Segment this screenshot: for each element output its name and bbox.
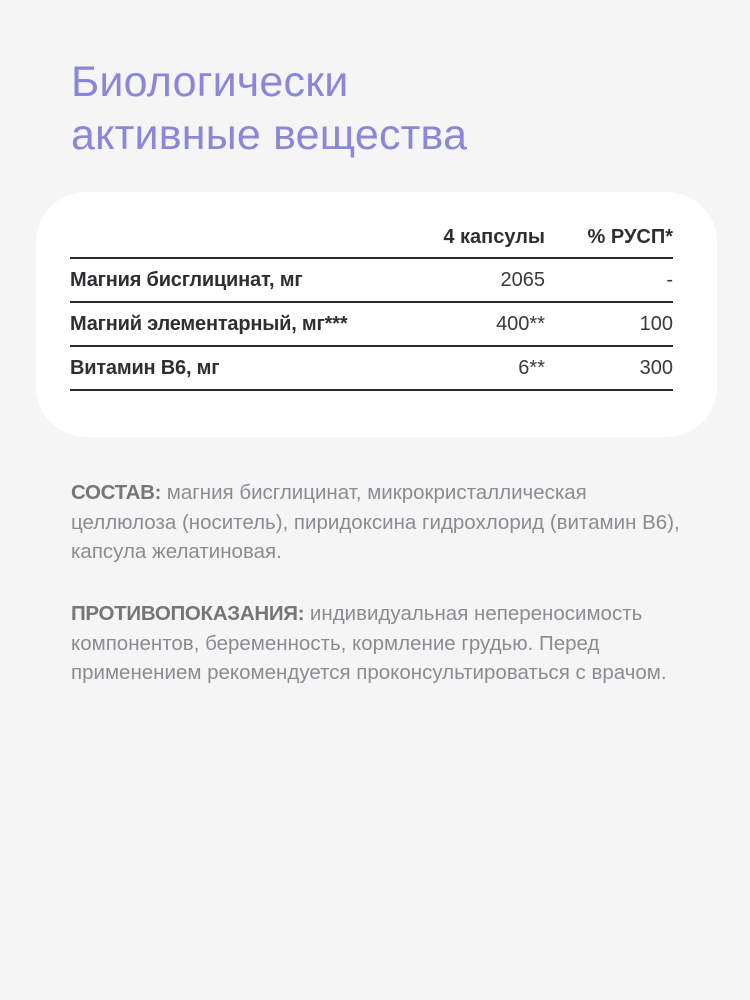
header-name [70, 218, 420, 258]
row-name: Магний элементарный, мг*** [70, 302, 420, 346]
row-capsules-value: 6** [420, 346, 545, 390]
composition-section [71, 478, 691, 567]
row-rusp-value: 100 [545, 302, 673, 346]
page-title-line-2: активные вещества [71, 111, 468, 159]
table-row [70, 258, 673, 302]
nutrients-card [36, 192, 717, 437]
page-title [71, 56, 691, 162]
contraindications-section [71, 599, 691, 688]
page-title-line-1: Биологически [71, 58, 349, 106]
table-header-row [70, 218, 673, 258]
composition-text: магния бисглицинат, микрокристаллическая целлюлоза (носитель), пиридоксина гидрохлорид (витамин В6), капсула желатиновая. [71, 481, 680, 563]
header-capsules: 4 капсулы [420, 218, 545, 258]
contraindications-label: ПРОТИВОПОКАЗАНИЯ: [71, 602, 305, 625]
table-row [70, 346, 673, 390]
row-name: Магния бисглицинат, мг [70, 258, 420, 302]
row-capsules-value: 2065 [420, 258, 545, 302]
composition-label: СОСТАВ: [71, 481, 162, 504]
nutrients-table [70, 218, 673, 391]
row-name: Витамин В6, мг [70, 346, 420, 390]
row-capsules-value: 400** [420, 302, 545, 346]
row-rusp-value: - [545, 258, 673, 302]
header-rusp: % РУСП* [545, 218, 673, 258]
table-row [70, 302, 673, 346]
contraindications-text: индивидуальная непереносимость компонентов, беременность, кормление грудью. Перед применением рекомендуется проконсультироваться с врачом. [71, 602, 667, 684]
row-rusp-value: 300 [545, 346, 673, 390]
